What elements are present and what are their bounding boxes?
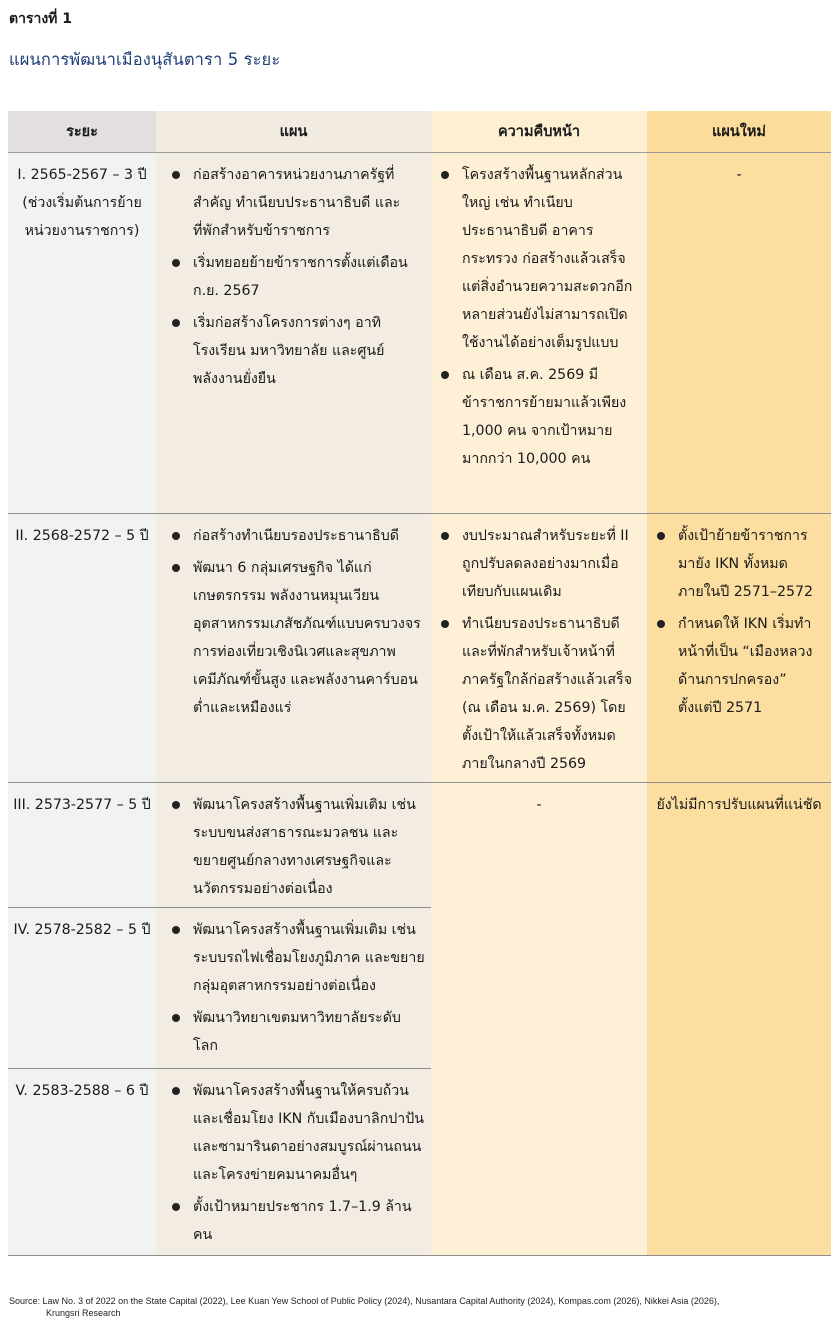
header-plan: แผน <box>156 111 431 153</box>
phase-cell: V. 2583-2588 – 6 ปี <box>8 1069 156 1256</box>
table-row <box>8 153 831 514</box>
new-plan-cell <box>647 514 831 783</box>
list-item: งบประมาณสำหรับระยะที่ II ถูกปรับลดลงอย่างมากเมื่อเทียบกับแผนเดิม <box>437 522 641 606</box>
table-row <box>8 783 831 908</box>
source-note <box>9 1295 829 1319</box>
list-item: เริ่มก่อสร้างโครงการต่างๆ อาทิ โรงเรียน มหาวิทยาลัย และศูนย์พลังงานยั่งยืน <box>168 309 425 393</box>
new-plan-cell: ยังไม่มีการปรับแผนที่แน่ชัด <box>647 783 831 1256</box>
list-item: พัฒนาโครงสร้างพื้นฐานเพิ่มเติม เช่น ระบบรถไฟเชื่อมโยงภูมิภาค และขยายกลุ่มอุตสาหกรรมอย่างต่อเนื่อง <box>168 916 425 1000</box>
list-item: ตั้งเป้าย้ายข้าราชการมายัง IKN ทั้งหมดภายในปี 2571–2572 <box>653 522 825 606</box>
plan-cell <box>156 514 431 783</box>
list-item: ก่อสร้างทำเนียบรองประธานาธิบดี <box>168 522 425 550</box>
list-item: กำหนดให้ IKN เริ่มทำหน้าที่เป็น “เมืองหลวงด้านการปกครอง” ตั้งแต่ปี 2571 <box>653 610 825 722</box>
list-item: พัฒนา 6 กลุ่มเศรษฐกิจ ได้แก่ เกษตรกรรม พลังงานหมุนเวียน อุตสาหกรรมเภสัชภัณฑ์แบบครบวงจร การท่องเที่ยวเชิงนิเวศและสุขภาพ เคมีภัณฑ์ขั้นสูง และพลังงานคาร์บอนต่ำและเหมืองแร่ <box>168 554 425 722</box>
source-text: Law No. 3 of 2022 on the State Capital (2022), Lee Kuan Yew School of Public Policy (2024), Nusantara Capital Authority (2024), Kompas.com (2026), Nikkei Asia (2026), <box>42 1296 720 1306</box>
plan-cell <box>156 783 431 908</box>
plan-cell <box>156 908 431 1069</box>
progress-cell <box>431 153 647 514</box>
source-label: Source: <box>9 1296 41 1306</box>
table-header-row <box>8 111 831 153</box>
new-plan-cell: - <box>647 153 831 514</box>
progress-cell: - <box>431 783 647 1256</box>
phase-cell: II. 2568-2572 – 5 ปี <box>8 514 156 783</box>
list-item: ณ เดือน ส.ค. 2569 มีข้าราชการย้ายมาแล้วเพียง 1,000 คน จากเป้าหมายมากกว่า 10,000 คน <box>437 361 641 473</box>
plan-cell <box>156 1069 431 1256</box>
list-item: ตั้งเป้าหมายประชากร 1.7–1.9 ล้านคน <box>168 1193 425 1249</box>
table-row <box>8 514 831 783</box>
source-text-continued: Krungsri Research <box>46 1308 121 1318</box>
phase-cell: IV. 2578-2582 – 5 ปี <box>8 908 156 1069</box>
development-plan-table <box>8 111 831 1256</box>
header-progress: ความคืบหน้า <box>431 111 647 153</box>
progress-cell <box>431 514 647 783</box>
list-item: ทำเนียบรองประธานาธิบดีและที่พักสำหรับเจ้าหน้าที่ภาครัฐใกล้ก่อสร้างแล้วเสร็จ (ณ เดือน ม.ค. 2569) โดยตั้งเป้าให้แล้วเสร็จทั้งหมดภายในกลางปี 2569 <box>437 610 641 778</box>
list-item: พัฒนาวิทยาเขตมหาวิทยาลัยระดับโลก <box>168 1004 425 1060</box>
list-item: เริ่มทยอยย้ายข้าราชการตั้งแต่เดือน ก.ย. 2567 <box>168 249 425 305</box>
phase-cell: I. 2565-2567 – 3 ปี (ช่วงเริ่มต้นการย้ายหน่วยงานราชการ) <box>8 153 156 514</box>
header-phase: ระยะ <box>8 111 156 153</box>
header-new-plan: แผนใหม่ <box>647 111 831 153</box>
list-item: พัฒนาโครงสร้างพื้นฐานเพิ่มเติม เช่น ระบบขนส่งสาธารณะมวลชน และขยายศูนย์กลางทางเศรษฐกิจและนวัตกรรมอย่างต่อเนื่อง <box>168 791 425 903</box>
list-item: พัฒนาโครงสร้างพื้นฐานให้ครบถ้วน และเชื่อมโยง IKN กับเมืองบาลิกปาปันและซามารินดาอย่างสมบูรณ์ผ่านถนนและโครงข่ายคมนาคมอื่นๆ <box>168 1077 425 1189</box>
plan-cell <box>156 153 431 514</box>
table-title: แผนการพัฒนาเมืองนุสันตารา 5 ระยะ <box>9 50 281 69</box>
list-item: โครงสร้างพื้นฐานหลักส่วนใหญ่ เช่น ทำเนียบประธานาธิบดี อาคารกระทรวง ก่อสร้างแล้วเสร็จ แต่สิ่งอำนวยความสะดวกอีกหลายส่วนยังไม่สามารถเปิดใช้งานได้อย่างเต็มรูปแบบ <box>437 161 641 357</box>
table-label: ตารางที่ 1 <box>9 11 73 27</box>
phase-cell: III. 2573-2577 – 5 ปี <box>8 783 156 908</box>
list-item: ก่อสร้างอาคารหน่วยงานภาครัฐที่สำคัญ ทำเนียบประธานาธิบดี และที่พักสำหรับข้าราชการ <box>168 161 425 245</box>
